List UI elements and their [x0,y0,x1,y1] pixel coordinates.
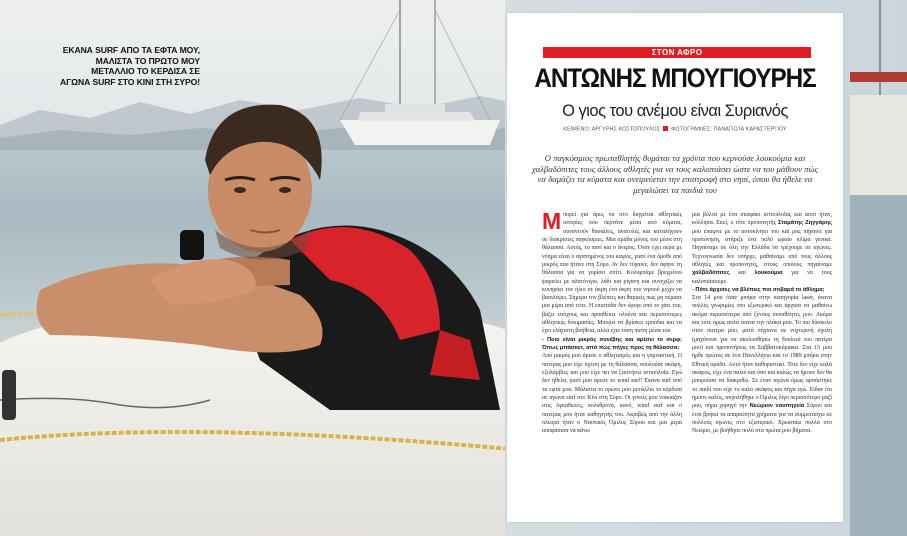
credits [517,126,833,133]
article-column-1 [542,208,682,435]
intro-paragraph: Ο παγκόσμιος πρωταθλητής θυμάται τα χρόνια που κερνούσε λουκούμια και χαλβαδόπιτες τους άλλους αθλητές για να τους καλοπιάσει ώστε να του μάθουν πώς να δαμάζει τα κύματα και ονειρεύεται την επιστροφή στο νησί, όπου θα ήθελε να μεγαλώσει τα παιδιά του [531,153,819,195]
headline: ΑΝΤΩΝΗΣ ΜΠΟΥΓΙΟΥΡΗΣ [534,63,816,93]
highlight-term: χαλβαδόπιτες [692,270,730,277]
credit-separator [663,126,668,131]
paragraph: για να τους καλοπιάσουμε. [692,270,832,285]
highlight-term: λουκούμια [754,270,783,277]
article-page [507,13,843,522]
highlight-name: Νεώριον ναυπηγεία [749,403,805,410]
article-column-2 [692,211,832,435]
paragraph: πορεί για άρες να στο διηγείται αθλητικές ιστορίες που περνάνε μέσα από κύματα, συναντούν θυσιάλες, ανατολές και καταλήγουν σε διακρίσεις παγκόσμιες. Μια ομάδα μόνος του μέσα στη θάλασσα. Αυτός, το πανί και ο άνεμος. Όταν έχει αέρα με νόημα είναι ο αγαπημένος του καιρός, γιατί ένα όμοθε από μικρός που ήτανε στη Σύρο. Αν δεν τύχαινε, δεν άφηνε τη θάλασσα για να γυρίσει σπίτι. Κολυμπάμε βρεγμένοι ψαρεύει με αλατόνερο, λάδι και ρίγανη και συνεχίζει να κυνηγάει τον ήλιο σε άκρη ένα άκρη του νησιού μέχρι να βασιλέψει. Σήμερα τον βλέπεις και θαρρείς πως μη πέρασε μια μέρα από τότε. Η επιστάδα δεν έφυγε από το χάτι του, βάζει στόχους και προσθέκει ολοένα και περισσότερες αθλητικές δοκιμασίες. Μπορεί να βρίσκει εμπόδια και να έχει ελάχιστη βοήθεια, αλλά έχει τόση πίστη μέσα του [542,212,682,335]
paragraph: Από μικρός μου άρεσε ο αθλητισμός και η γυμναστική. Ο πατέρας μου είχε σχέση με τη θάλασσα, πουλούσε σκάφη, εξολάμβιες και μου είχε πει να ξεκινήσω ιστιοπλοΐα. Εγώ δεν ήθελα, γιατί μου άρεσε το wind surf! Έκανα surf από τα εφτά μου. Μάλιστα το πρώτο μου μετάλλιο το κέρδισα σε αγώνα surf στο Κίνι στη Σύρο. Οι γονείς μου νοίκιαζαν στις Αγκαθωτές, πολυθρόνα, κανό, wind surf και ο πατέρας μου ήταν καθηγητής του. Ακριβώς από την άλλη πλευρά ήταν ο Ναυτικός Όμιλος Σύρου και μια μέρα αποφάσισα να κάνω [542,353,682,435]
subtitle: Ο γιος του ανέμου είναι Συριανός [562,102,788,120]
text-credit: ΚΕΙΜΕΝΟ: ΑΡΓΥΡΗΣ ΚΟΣΤΟΠΟΥΛΟΣ [563,126,661,133]
athlete-portrait [0,80,520,480]
photo-credit: ΦΩΤΟΓΡΑΦΙΕΣ: ΠΑΝΑΓΙΩΤΑ ΚΑΡΑΣΤΕΡΓΙΟΥ [671,126,787,133]
drop-cap: Μ [542,208,562,234]
interview-question: - Πότε άρχισες να βλέπεις πιο σοβαρά το άθλημα; [692,286,825,293]
section-label: ΣΤΟΝ ΑΦΡΟ [543,47,811,58]
paragraph: μου έπαιρνε με το αυτοκίνητο του και μας πήγαινε για προπόνηση, στήριξε ένα πολύ ωραίο κλίμα γενικά. Πηγαίναμε σε όλη την Ελλάδα να τρέχουμε σε αγώνες. Τεχνογνωσία δεν υπήρχε, μαθαίναμε από τους άλλους αθλητές και προπονητές, στους οποίους πηγαίναμε [692,228,832,268]
photo-caption: ΕΚΑΝΑ SURF ΑΠΟ ΤΑ ΕΦΤΑ ΜΟΥ, ΜΑΛΙΣΤΑ ΤΟ ΠΡΩΤΟ ΜΟΥ ΜΕΤΑΛΛΙΟ ΤΟ ΚΕΡΔΙΣΑ ΣΕ ΑΓΩΝΑ SURF ΣΤΟ ΚΙΝΙ ΣΤΗ ΣΥΡΟ! [60,45,201,87]
paragraph: Στα 14 μου όταν μπήκα στην κατηγορία laser, έκανα πολλές γνωριμίες στο εξωτερικό και άρχισα να μαθαίνω ακόμα περισσότερα από ξένους συναθλητές μου. Ακόμα και τότε όμως απλά έκανα την πλάκα μου. Το πιο δύσκολο στον πατέρα μου, ματά πήγαινα σε νυχτερινή σχολή (μαχόνουκ για να ακολουθήσω τη δουλειά του πατέρα μου) και προπονήσεις τα Σαββατοκύριακα. Στα 15 μου ήρθε πρώτος σε ένα Πανελλήνιο και το 1989 μπήκα στην Εθνική ομάδα. Αυτό ήταν καθοριστικό. Τότε δεν είχε καλά σκάφος, είχε ένα παλιό και όσο και καλώς να ήμουν δεν θα μπορούσα να διακριθώ. Σε έναν αγώνα όμως αρπάστηκε το παιδί που είχε το καλό σκάφος και πήγα εγώ. Είδαν ότι ήμουν καλός, ασχολήθηκε ο Όμιλος λίγο περισσότερο μαζί μου, πήρα χορηγό την [692,295,832,410]
paragraph: και [738,270,746,277]
mast-background [850,0,907,536]
paragraph: μια βόλτα με ένα σκαφάκι ιστιοπλοΐας και αυτό ήταν, κόλλησα. Εκεί, ο τότε προπονητής [692,212,832,227]
highlight-name: Σταμάτης Ζηγγάρης [777,220,832,227]
paragraph: Σύρου και έτσι βρήκα τα απαραίτητα χρήματα για να συμμετάσχω σε πολλούς αγώνες στο εξωτερικό. Χρωστάω πολλά στο Νεώριο, με βοήθησε πολύ στα πρώτα μου βήματα. [692,403,832,435]
interview-question: - Ποιο είναι μικρός συνέβης και αρέσει το σερφ; Όπως μπάσκετ, από πώς πήγες προς τη θάλασσα; [542,336,682,351]
